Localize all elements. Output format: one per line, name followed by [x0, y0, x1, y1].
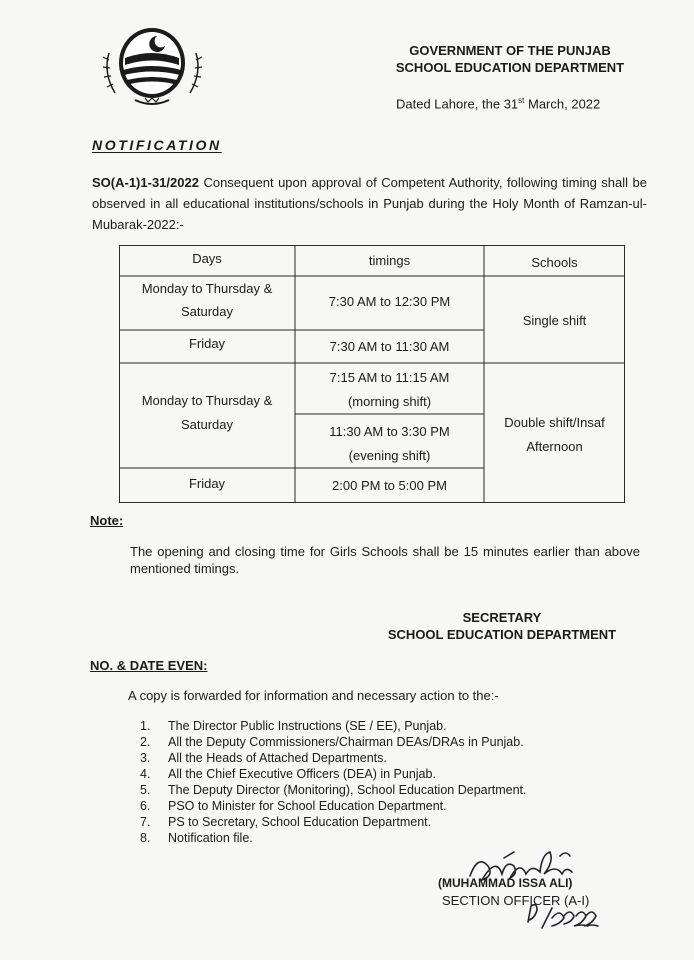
list-item-number: 7. — [140, 815, 151, 829]
list-item-number: 5. — [140, 783, 151, 797]
double-school-line2: Afternoon — [526, 439, 583, 454]
double-morning-label: (morning shift) — [347, 394, 432, 409]
list-item — [140, 766, 600, 782]
list-item — [140, 814, 600, 830]
list-item-text: All the Heads of Attached Departments. — [168, 751, 387, 765]
secretary-department: SCHOOL EDUCATION DEPARTMENT — [387, 627, 617, 642]
department-title: SCHOOL EDUCATION DEPARTMENT — [395, 60, 625, 75]
note-label: Note: — [90, 513, 124, 528]
single-weekday-line2: Saturday — [180, 304, 234, 319]
officer-name: (MUHAMMAD ISSA ALI) — [438, 876, 573, 890]
list-item-number: 6. — [140, 799, 151, 813]
list-item-number: 4. — [140, 767, 151, 781]
department-heading — [360, 42, 660, 76]
double-weekday-line2: Saturday — [180, 417, 234, 432]
list-item-number: 3. — [140, 751, 151, 765]
single-shift-school: Single shift — [522, 313, 587, 328]
dated-prefix: Dated Lahore, the 31 — [396, 96, 519, 112]
notification-title: NOTIFICATION — [92, 137, 222, 153]
timings-table — [119, 245, 625, 503]
notification-text: Consequent upon approval of Competent Authority, following timing shall be observed in all educational institutions/schools in Punjab during the Holy Month of Ramzan-ul-Mubarak-2022:- — [92, 175, 647, 232]
list-item — [140, 734, 600, 750]
dated-line — [396, 96, 600, 111]
double-evening-time: 11:30 AM to 3:30 PM — [329, 424, 450, 439]
double-weekday-line1: Monday to Thursday & — [141, 393, 273, 408]
note-text: The opening and closing time for Girls Schools shall be 15 minutes earlier than above mentioned timings. — [130, 544, 640, 576]
no-date-even: NO. & DATE EVEN: — [90, 658, 208, 673]
header-days: Days — [192, 251, 222, 266]
double-evening-label: (evening shift) — [348, 448, 431, 463]
double-morning-time: 7:15 AM to 11:15 AM — [329, 370, 450, 385]
single-weekday-time: 7:30 AM to 12:30 PM — [328, 294, 451, 309]
list-item-number: 1. — [140, 719, 151, 733]
header-timings: timings — [368, 253, 411, 268]
list-item-text: The Deputy Director (Monitoring), School Education Department. — [168, 783, 527, 797]
list-item-text: PS to Secretary, School Education Department. — [168, 815, 432, 829]
officer-title: SECTION OFFICER (A-I) — [442, 893, 590, 908]
double-friday-time: 2:00 PM to 5:00 PM — [332, 478, 447, 493]
list-item — [140, 798, 600, 814]
dated-sup: st — [518, 96, 525, 105]
list-item-text: All the Chief Executive Officers (DEA) in Punjab. — [168, 767, 436, 781]
single-friday: Friday — [188, 336, 226, 351]
list-item-text: Notification file. — [168, 831, 253, 845]
header-schools: Schools — [531, 255, 578, 270]
single-friday-time: 7:30 AM to 11:30 AM — [329, 339, 450, 354]
list-item — [140, 750, 600, 766]
double-friday: Friday — [188, 476, 226, 491]
secretary-block — [378, 609, 626, 643]
list-item-text: All the Deputy Commissioners/Chairman DEAs/DRAs in Punjab. — [168, 735, 524, 749]
list-item-text: PSO to Minister for School Education Department. — [168, 799, 447, 813]
government-title: GOVERNMENT OF THE PUNJAB — [409, 43, 611, 58]
secretary-title: SECRETARY — [462, 610, 542, 625]
dated-suffix: March, 2022 — [524, 96, 601, 112]
list-item-number: 8. — [140, 831, 151, 845]
list-item — [140, 718, 600, 734]
notification-ref: SO(A-1)1-31/2022 — [92, 175, 199, 190]
copy-forwarded-line: A copy is forwarded for information and necessary action to the:- — [128, 688, 499, 703]
double-school-line1: Double shift/Insaf — [504, 415, 605, 430]
list-item — [140, 782, 600, 798]
list-item-text: The Director Public Instructions (SE / EE), Punjab. — [168, 719, 447, 733]
single-weekday-line1: Monday to Thursday & — [141, 281, 273, 296]
distribution-list — [140, 718, 600, 846]
punjab-emblem-logo — [95, 18, 210, 113]
list-item-number: 2. — [140, 735, 151, 749]
notification-body — [92, 172, 647, 235]
